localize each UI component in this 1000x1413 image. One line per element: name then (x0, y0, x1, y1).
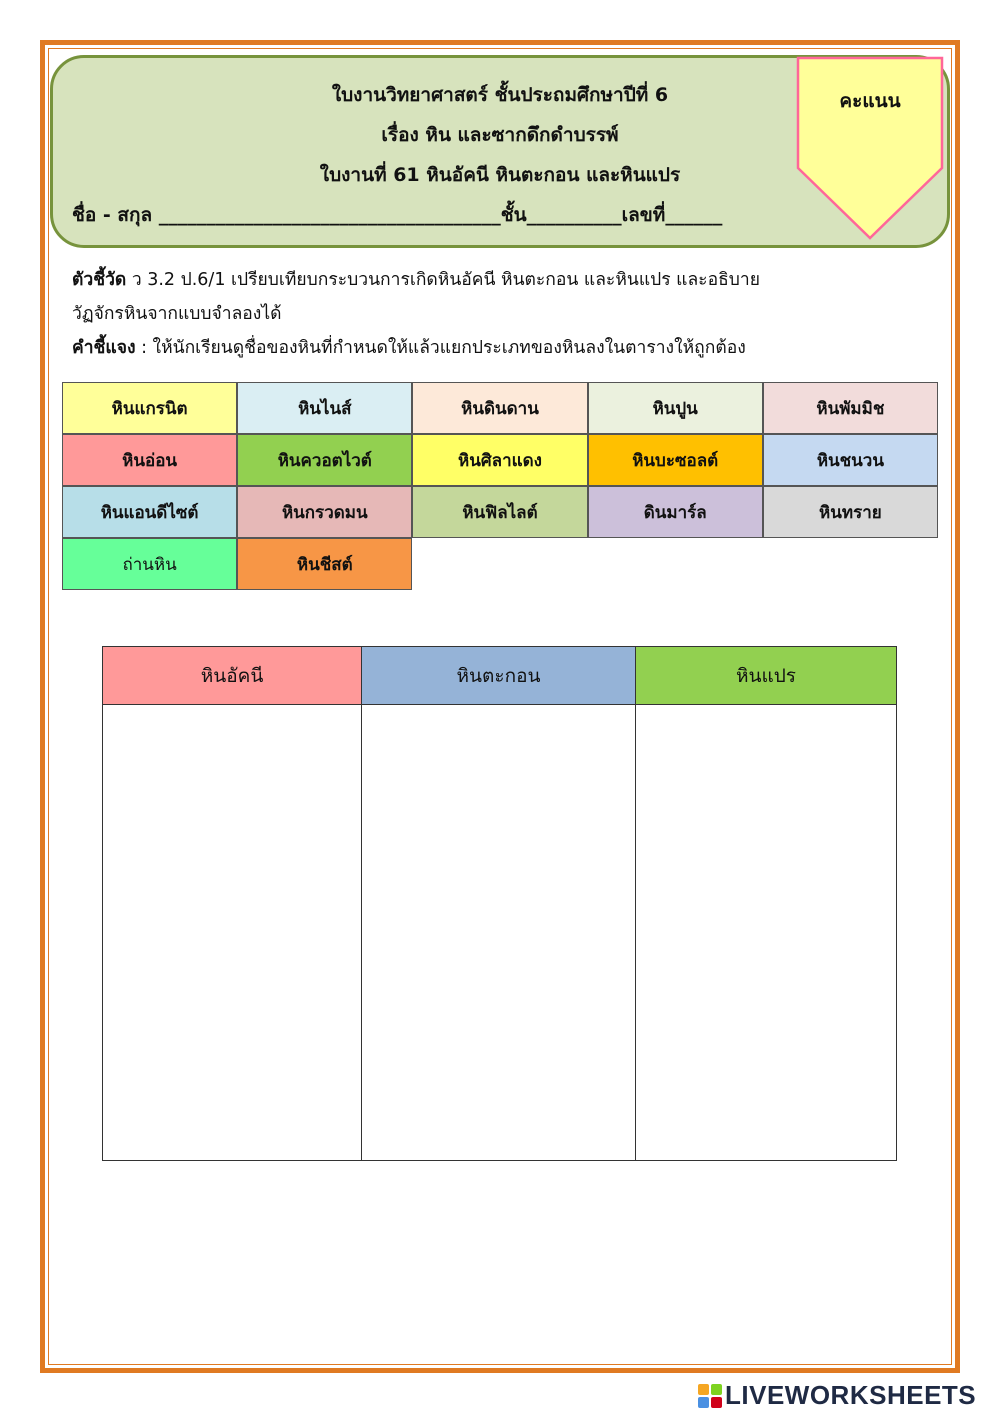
rock-card[interactable]: หินชีสต์ (237, 538, 412, 590)
student-info-line: ชื่อ - สกุล ____________________________________ชั้น__________เลขที่______ (72, 204, 723, 226)
worksheet-title: ใบงานที่ 61 หินอัคนี หินตะกอน และหินแปร (319, 164, 681, 186)
rock-card[interactable]: หินแกรนิต (62, 382, 237, 434)
score-label: คะแนน (839, 90, 901, 112)
sedimentary-header: หินตะกอน (362, 647, 635, 705)
igneous-drop-area[interactable] (103, 705, 361, 1160)
rock-card[interactable]: หินไนส์ (237, 382, 412, 434)
rock-card[interactable]: หินทราย (763, 486, 938, 538)
rock-card[interactable]: หินฟิลไลต์ (412, 486, 587, 538)
instruction-text: : ให้นักเรียนดูชื่อของหินที่กำหนดให้แล้วแยกประเภทของหินลงในตารางให้ถูกต้อง (135, 338, 746, 358)
worksheet-subject: ใบงานวิทยาศาสตร์ ชั้นประถมศึกษาปีที่ 6 (331, 84, 669, 106)
sedimentary-drop-area[interactable] (362, 705, 635, 1160)
rock-card[interactable]: หินศิลาแดง (412, 434, 587, 486)
score-badge-shape (796, 56, 944, 242)
sorting-table (102, 646, 897, 1161)
rock-card[interactable]: หินแอนดีไซต์ (62, 486, 237, 538)
rock-card[interactable]: ถ่านหิน (62, 538, 237, 590)
instruction-line (72, 333, 746, 361)
sedimentary-column (362, 647, 636, 1160)
igneous-header: หินอัคนี (103, 647, 361, 705)
rock-card[interactable]: หินชนวน (763, 434, 938, 486)
igneous-column (103, 647, 362, 1160)
metamorphic-drop-area[interactable] (636, 705, 896, 1160)
indicator-line-2: วัฏจักรหินจากแบบจำลองได้ (72, 304, 282, 324)
rock-card[interactable]: หินปูน (588, 382, 763, 434)
rock-card[interactable]: หินอ่อน (62, 434, 237, 486)
metamorphic-header: หินแปร (636, 647, 896, 705)
logo-icon (698, 1384, 722, 1408)
instruction-label: คำชี้แจง (72, 338, 136, 358)
logo-text: LIVEWORKSHEETS (725, 1380, 977, 1410)
metamorphic-column (636, 647, 896, 1160)
liveworksheets-logo (698, 1380, 976, 1411)
rock-card[interactable]: หินบะซอลต์ (588, 434, 763, 486)
indicator-label: ตัวชี้วัด (72, 270, 127, 290)
worksheet-topic: เรื่อง หิน และซากดึกดำบรรพ์ (381, 124, 619, 146)
rock-card[interactable]: หินควอตไวต์ (237, 434, 412, 486)
rock-card[interactable]: ดินมาร์ล (588, 486, 763, 538)
indicator-text: ว 3.2 ป.6/1 เปรียบเทียบกระบวนการเกิดหินอัคนี หินตะกอน และหินแปร และอธิบาย (126, 270, 760, 290)
rock-card[interactable]: หินดินดาน (412, 382, 587, 434)
indicator-line (72, 265, 760, 293)
rock-card[interactable]: หินพัมมิช (763, 382, 938, 434)
rock-card[interactable]: หินกรวดมน (237, 486, 412, 538)
